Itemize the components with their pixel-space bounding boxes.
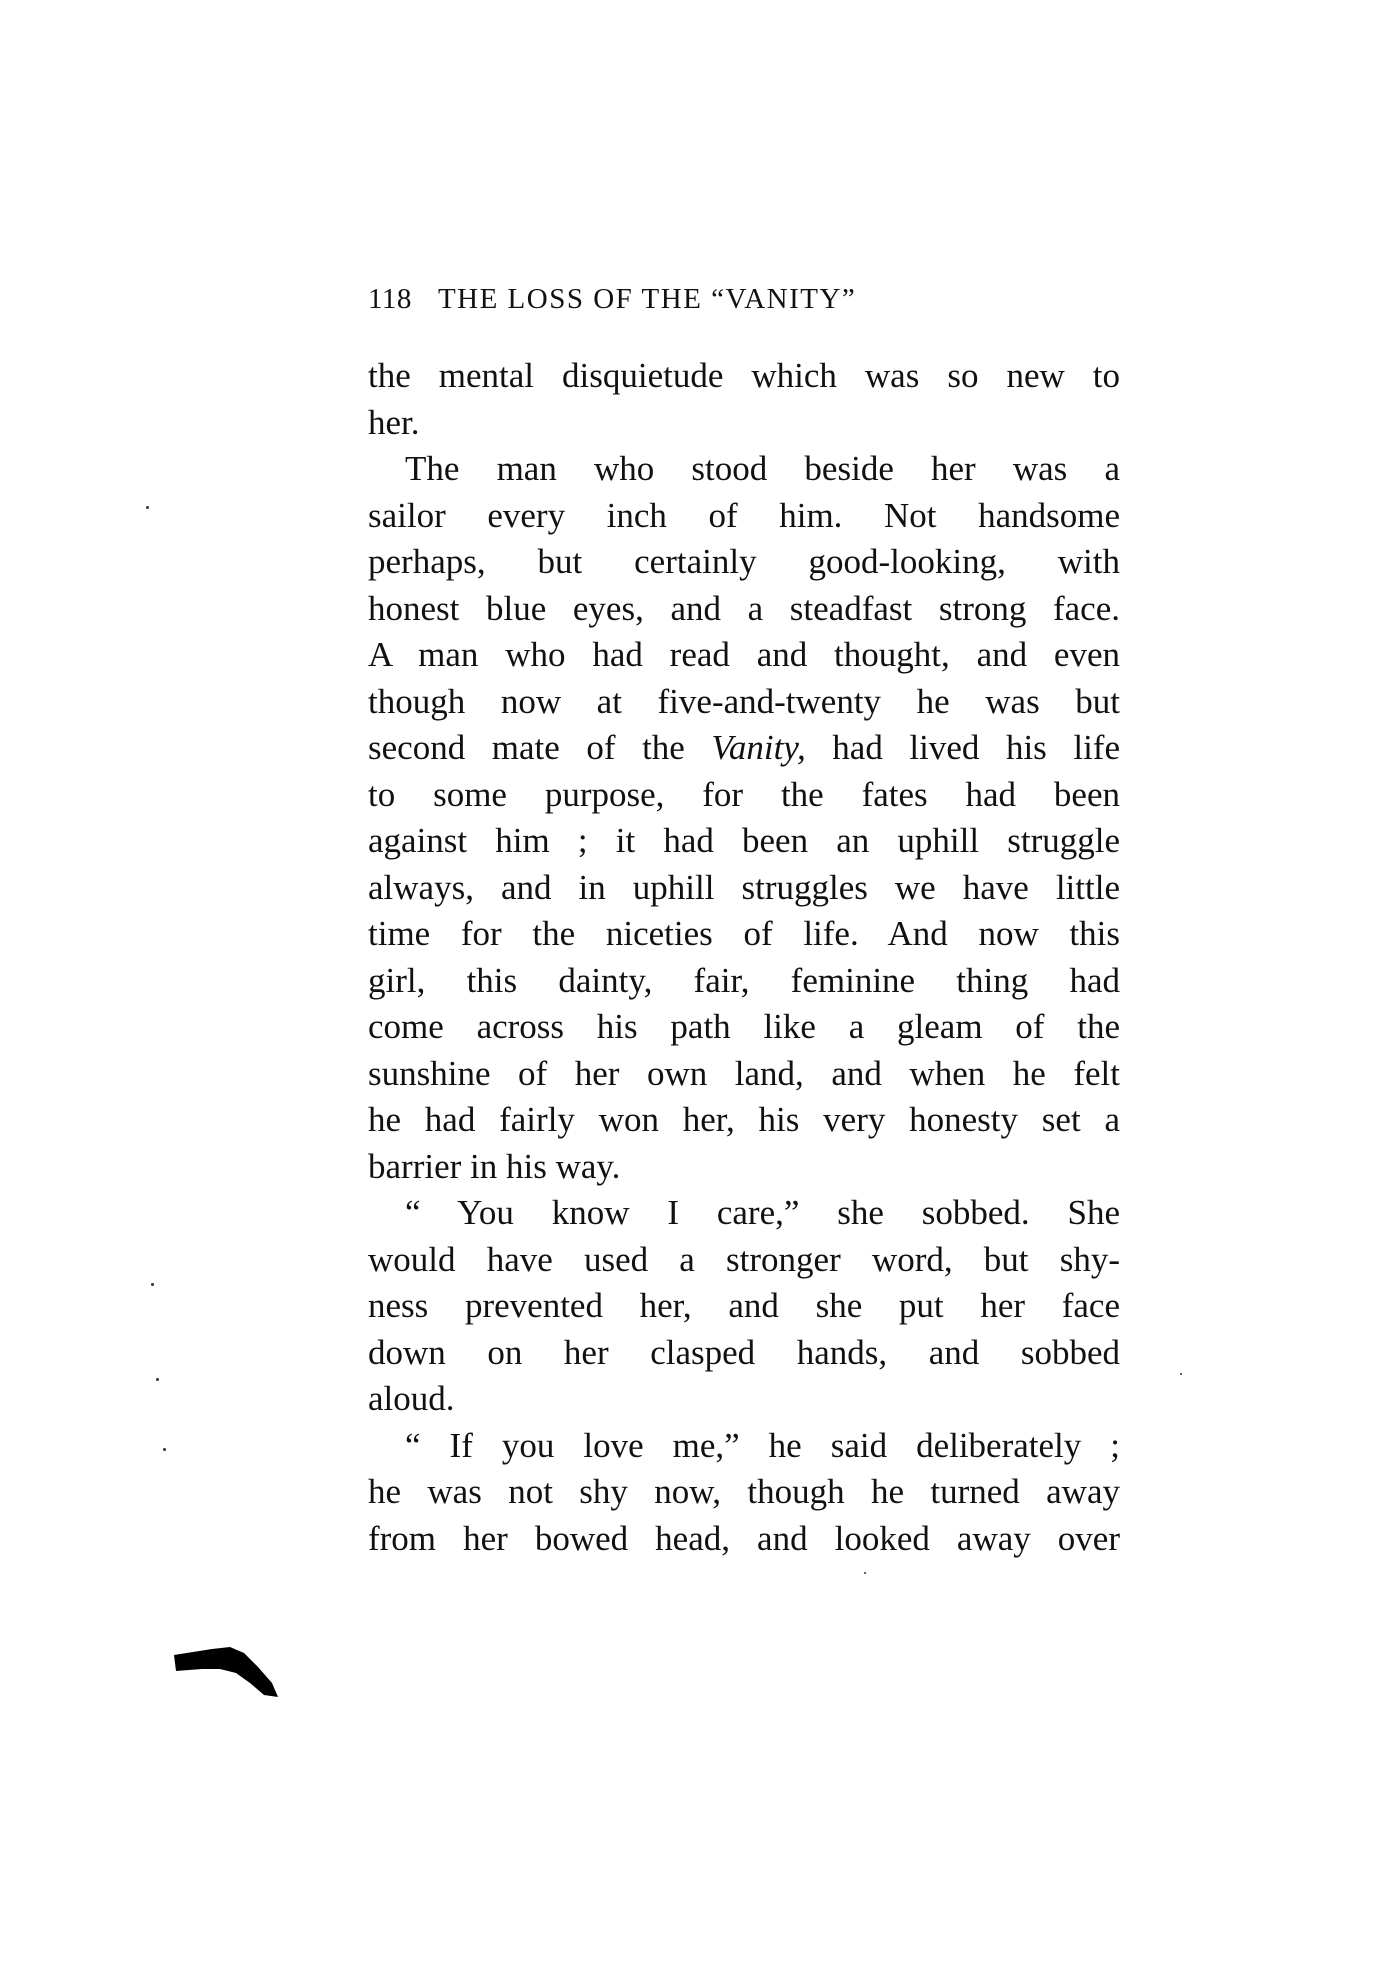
text-line: barrier in his way. <box>368 1146 621 1186</box>
text-line: ness prevented her, and she put her face <box>368 1286 1120 1325</box>
text-line: time for the niceties of life. And now this <box>368 914 1120 953</box>
text-line <box>368 725 1120 772</box>
text-line: against him ; it had been an uphill struggle <box>368 821 1120 860</box>
text-line: would have used a stronger word, but shy- <box>368 1239 1120 1279</box>
scan-speck <box>864 1572 866 1574</box>
scan-speck <box>156 1378 159 1381</box>
scan-speck <box>151 1283 154 1286</box>
text-line: down on her clasped hands, and sobbed <box>368 1332 1120 1372</box>
text-line: he was not shy now, though he turned away <box>368 1472 1120 1511</box>
ship-name-italic: Vanity, <box>711 728 806 767</box>
scan-speck <box>163 1448 166 1451</box>
text-segment: had lived his life <box>805 728 1120 767</box>
text-line: the mental disquietude which was so new to <box>368 356 1120 395</box>
text-line: though now at five-and-twenty he was but <box>368 681 1120 721</box>
text-line: perhaps, but certainly good-looking, with <box>368 542 1120 581</box>
text-line: The man who stood beside her was a <box>405 449 1120 488</box>
scan-speck <box>1180 1373 1182 1375</box>
text-line: from her bowed head, and looked away over <box>368 1518 1120 1558</box>
body-text <box>368 353 1120 1562</box>
text-line: A man who had read and thought, and even <box>368 635 1120 674</box>
running-title: THE LOSS OF THE “VANITY” <box>437 283 857 315</box>
text-line: sailor every inch of him. Not handsome <box>368 495 1120 535</box>
text-line: always, and in uphill struggles we have little <box>368 867 1120 907</box>
running-header <box>368 283 1120 316</box>
text-line: he had fairly won her, his very honesty set a <box>368 1100 1120 1139</box>
text-line: come across his path like a gleam of the <box>368 1007 1120 1046</box>
scan-speck <box>146 506 149 509</box>
text-line: to some purpose, for the fates had been <box>368 774 1120 814</box>
page-number: 118 <box>368 283 412 315</box>
text-line: aloud. <box>368 1379 455 1418</box>
text-line: honest blue eyes, and a steadfast strong face. <box>368 588 1120 628</box>
text-line: “ If you love me,” he said deliberately ; <box>405 1425 1120 1465</box>
text-line: her. <box>368 402 420 442</box>
text-segment: second mate of the <box>368 728 712 767</box>
ink-smudge-mark <box>172 1643 282 1703</box>
text-line: sunshine of her own land, and when he felt <box>368 1053 1120 1093</box>
text-line: “ You know I care,” she sobbed. She <box>405 1193 1120 1232</box>
text-line: girl, this dainty, fair, feminine thing had <box>368 960 1120 1000</box>
